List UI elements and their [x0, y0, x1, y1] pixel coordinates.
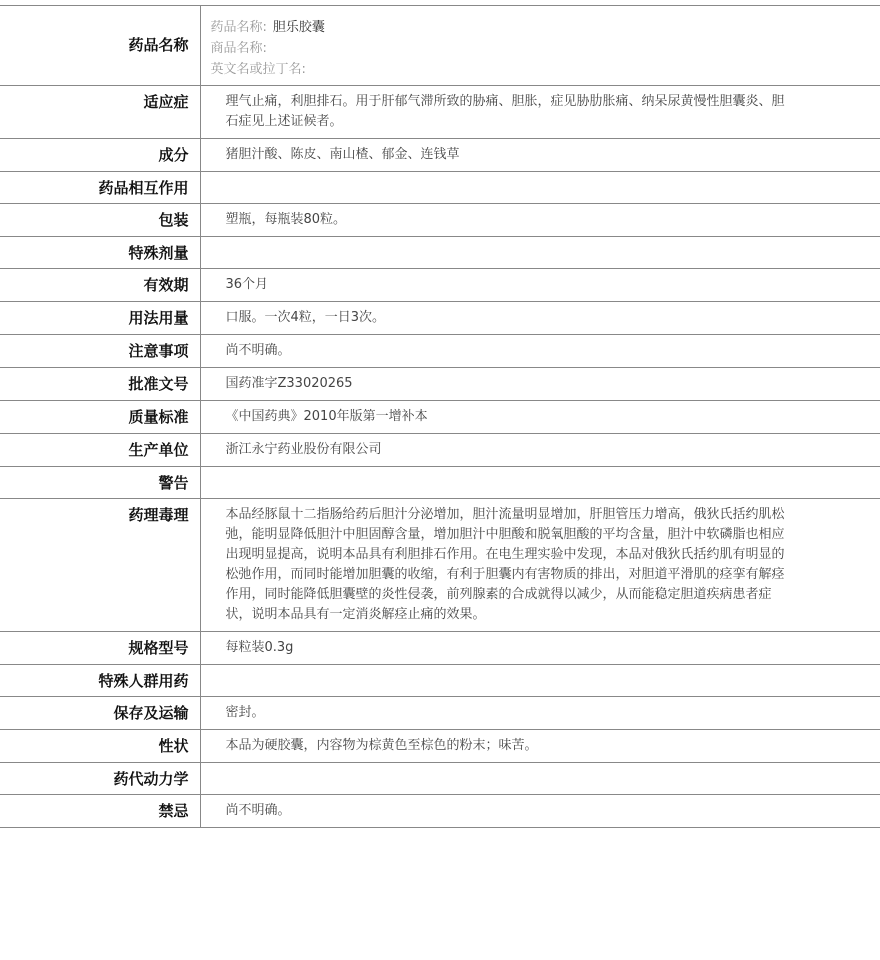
row-value-package: 塑瓶，每瓶装80粒。: [200, 204, 880, 237]
row-label-warning: 警告: [0, 467, 200, 499]
row-pharmacology: [0, 499, 880, 632]
row-label-specification: 规格型号: [0, 632, 200, 665]
row-label-storage: 保存及运输: [0, 697, 200, 730]
row-label-indications: 适应症: [0, 86, 200, 139]
row-ingredients: [0, 139, 880, 172]
row-label-special-population: 特殊人群用药: [0, 665, 200, 697]
row-usage: [0, 302, 880, 335]
row-drug-name: [0, 6, 880, 86]
row-contraindications: [0, 795, 880, 828]
row-interactions: [0, 172, 880, 204]
row-label-drug-name: 药品名称: [0, 6, 200, 86]
row-value-manufacturer: 浙江永宁药业股份有限公司: [200, 434, 880, 467]
row-value-standard: 《中国药典》2010年版第一增补本: [200, 401, 880, 434]
row-value-contraindications: 尚不明确。: [200, 795, 880, 828]
english-name-line: [211, 59, 861, 80]
row-value-warning: [200, 467, 880, 499]
row-value-specification: 每粒装0.3g: [200, 632, 880, 665]
row-label-contraindications: 禁忌: [0, 795, 200, 828]
row-label-usage: 用法用量: [0, 302, 200, 335]
trade-name-line: [211, 38, 861, 59]
row-value-indications: 理气止痛，利胆排石。用于肝郁气滞所致的胁痛、胆胀，症见胁肋胀痛、纳呆尿黄慢性胆囊炎、胆石症见上述证候者。: [200, 86, 880, 139]
row-approval: [0, 368, 880, 401]
row-label-precautions: 注意事项: [0, 335, 200, 368]
row-label-approval: 批准文号: [0, 368, 200, 401]
row-indications: [0, 86, 880, 139]
row-label-pharmacology: 药理毒理: [0, 499, 200, 632]
row-standard: [0, 401, 880, 434]
row-value-special-dosage: [200, 237, 880, 269]
row-value-usage: 口服。一次4粒，一日3次。: [200, 302, 880, 335]
row-special-population: [0, 665, 880, 697]
row-description: [0, 730, 880, 763]
english-name-label: 英文名或拉丁名:: [210, 62, 306, 77]
row-value-approval: 国药准字Z33020265: [200, 368, 880, 401]
row-expiry: [0, 269, 880, 302]
row-specification: [0, 632, 880, 665]
row-storage: [0, 697, 880, 730]
row-value-drug-name: [200, 6, 880, 86]
drug-name-value: 胆乐胶囊: [272, 20, 325, 35]
row-label-description: 性状: [0, 730, 200, 763]
row-label-interactions: 药品相互作用: [0, 172, 200, 204]
row-value-description: 本品为硬胶囊，内容物为棕黄色至棕色的粉末；味苦。: [200, 730, 880, 763]
row-precautions: [0, 335, 880, 368]
row-special-dosage: [0, 237, 880, 269]
row-value-pharmacology: 本品经豚鼠十二指肠给药后胆汁分泌增加，胆汁流量明显增加，肝胆管压力增高，俄狄氏括约肌松弛，能明显降低胆汁中胆固醇含量，增加胆汁中胆酸和脱氧胆酸的平均含量，胆汁中软磷脂也相应出现明显提高，说明本品具有利胆排石作用。在电生理实验中发现，本品对俄狄氏括约肌有明显的松弛作用，而同时能增加胆囊的收缩，有利于胆囊内有害物质的排出，对胆道平滑肌的痉挛有解痉作用，同时能降低胆囊壁的炎性侵袭，前列腺素的合成就得以减少，从而能稳定胆道疾病患者症状，说明本品具有一定消炎解痉止痛的效果。: [200, 499, 880, 632]
row-value-interactions: [200, 172, 880, 204]
drug-name-label: 药品名称:: [210, 20, 267, 35]
row-label-expiry: 有效期: [0, 269, 200, 302]
trade-name-label: 商品名称:: [210, 41, 267, 56]
row-label-manufacturer: 生产单位: [0, 434, 200, 467]
row-value-precautions: 尚不明确。: [200, 335, 880, 368]
row-value-pharmacokinetics: [200, 763, 880, 795]
row-value-storage: 密封。: [200, 697, 880, 730]
row-label-pharmacokinetics: 药代动力学: [0, 763, 200, 795]
row-label-special-dosage: 特殊剂量: [0, 237, 200, 269]
row-warning: [0, 467, 880, 499]
row-value-ingredients: 猪胆汁酸、陈皮、南山楂、郁金、连钱草: [200, 139, 880, 172]
drug-spec-body: [0, 6, 880, 828]
drug-name-line: [211, 17, 861, 38]
row-label-standard: 质量标准: [0, 401, 200, 434]
row-label-package: 包装: [0, 204, 200, 237]
row-package: [0, 204, 880, 237]
row-value-expiry: 36个月: [200, 269, 880, 302]
row-pharmacokinetics: [0, 763, 880, 795]
row-label-ingredients: 成分: [0, 139, 200, 172]
drug-spec-table: [0, 5, 880, 828]
row-manufacturer: [0, 434, 880, 467]
row-value-special-population: [200, 665, 880, 697]
